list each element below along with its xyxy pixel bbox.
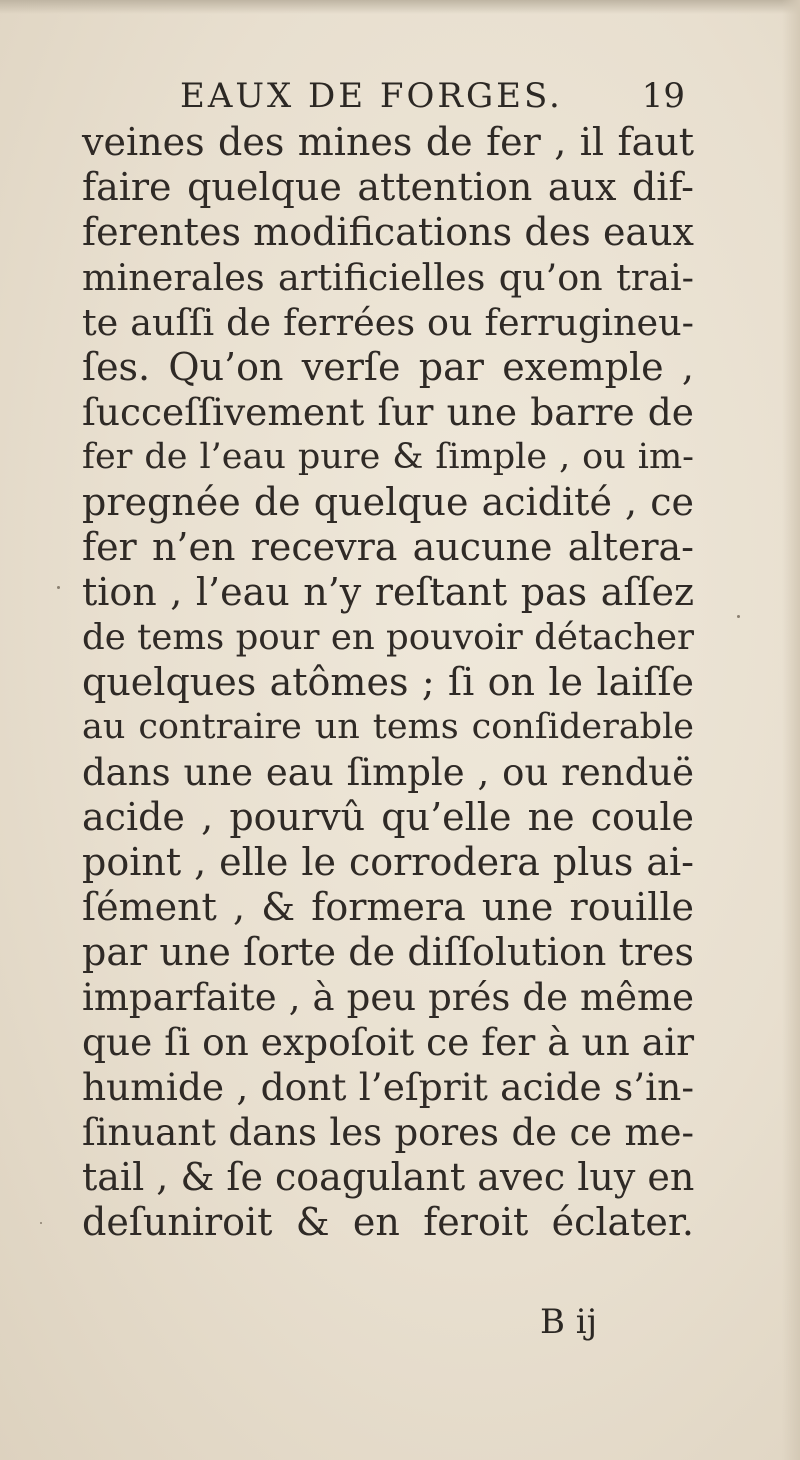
text-line: fer n’en recevra aucune altera- (82, 525, 694, 569)
page-number: 19 (641, 76, 685, 116)
page-edge (782, 0, 800, 1460)
text-line: fer de l’eau pure & ſimple , ou im- (82, 437, 694, 477)
text-line: imparfaite , à peu prés de même (82, 976, 694, 1019)
text-line: tion , l’eau n’y reſtant pas aſſez (82, 570, 694, 614)
body-text (82, 120, 694, 1245)
text-line: ſucceſſivement ſur une barre de (82, 390, 694, 434)
running-title: EAUX DE FORGES. (180, 76, 563, 116)
text-line: ferentes modifications des eaux (82, 210, 694, 254)
text-line: veines des mines de fer , il faut (82, 120, 694, 164)
text-line: minerales artificielles qu’on trai- (82, 256, 694, 299)
text-line: tail , & ſe coagulant avec luy en (82, 1155, 695, 1199)
text-line: deſuniroit & en feroit éclater. (82, 1200, 694, 1244)
page-top-shadow (0, 0, 800, 14)
ink-speck (737, 615, 740, 618)
text-line: humide , dont l’eſprit acide s’in- (82, 1065, 694, 1109)
text-line: quelques atômes ; ſi on le laiſſe (82, 660, 694, 704)
running-head (180, 76, 685, 126)
text-line: ſinuant dans les pores de ce me- (82, 1111, 694, 1154)
text-line: que ſi on expoſoit ce fer à un air (82, 1020, 694, 1064)
text-line: au contraire un tems conſiderable (82, 707, 694, 747)
text-line: de tems pour en pouvoir détacher (82, 617, 694, 658)
ink-speck (40, 1222, 42, 1224)
text-line: faire quelque attention aux dif- (82, 165, 694, 209)
text-line: ſément , & formera une rouille (82, 885, 694, 929)
text-line: te auſſi de ferrées ou ferrugineu- (82, 301, 694, 344)
text-line: acide , pourvû qu’elle ne coule (82, 795, 694, 839)
signature-mark: B ij (540, 1302, 598, 1342)
ink-speck (57, 586, 60, 589)
text-line: point , elle le corrodera plus ai- (82, 840, 694, 884)
text-line: ſes. Qu’on verſe par exemple , (82, 345, 694, 389)
text-line: pregnée de quelque acidité , ce (82, 480, 694, 524)
text-line: dans une eau ſimple , ou renduë (82, 751, 694, 794)
text-line: par une ſorte de diſſolution tres (82, 930, 694, 974)
